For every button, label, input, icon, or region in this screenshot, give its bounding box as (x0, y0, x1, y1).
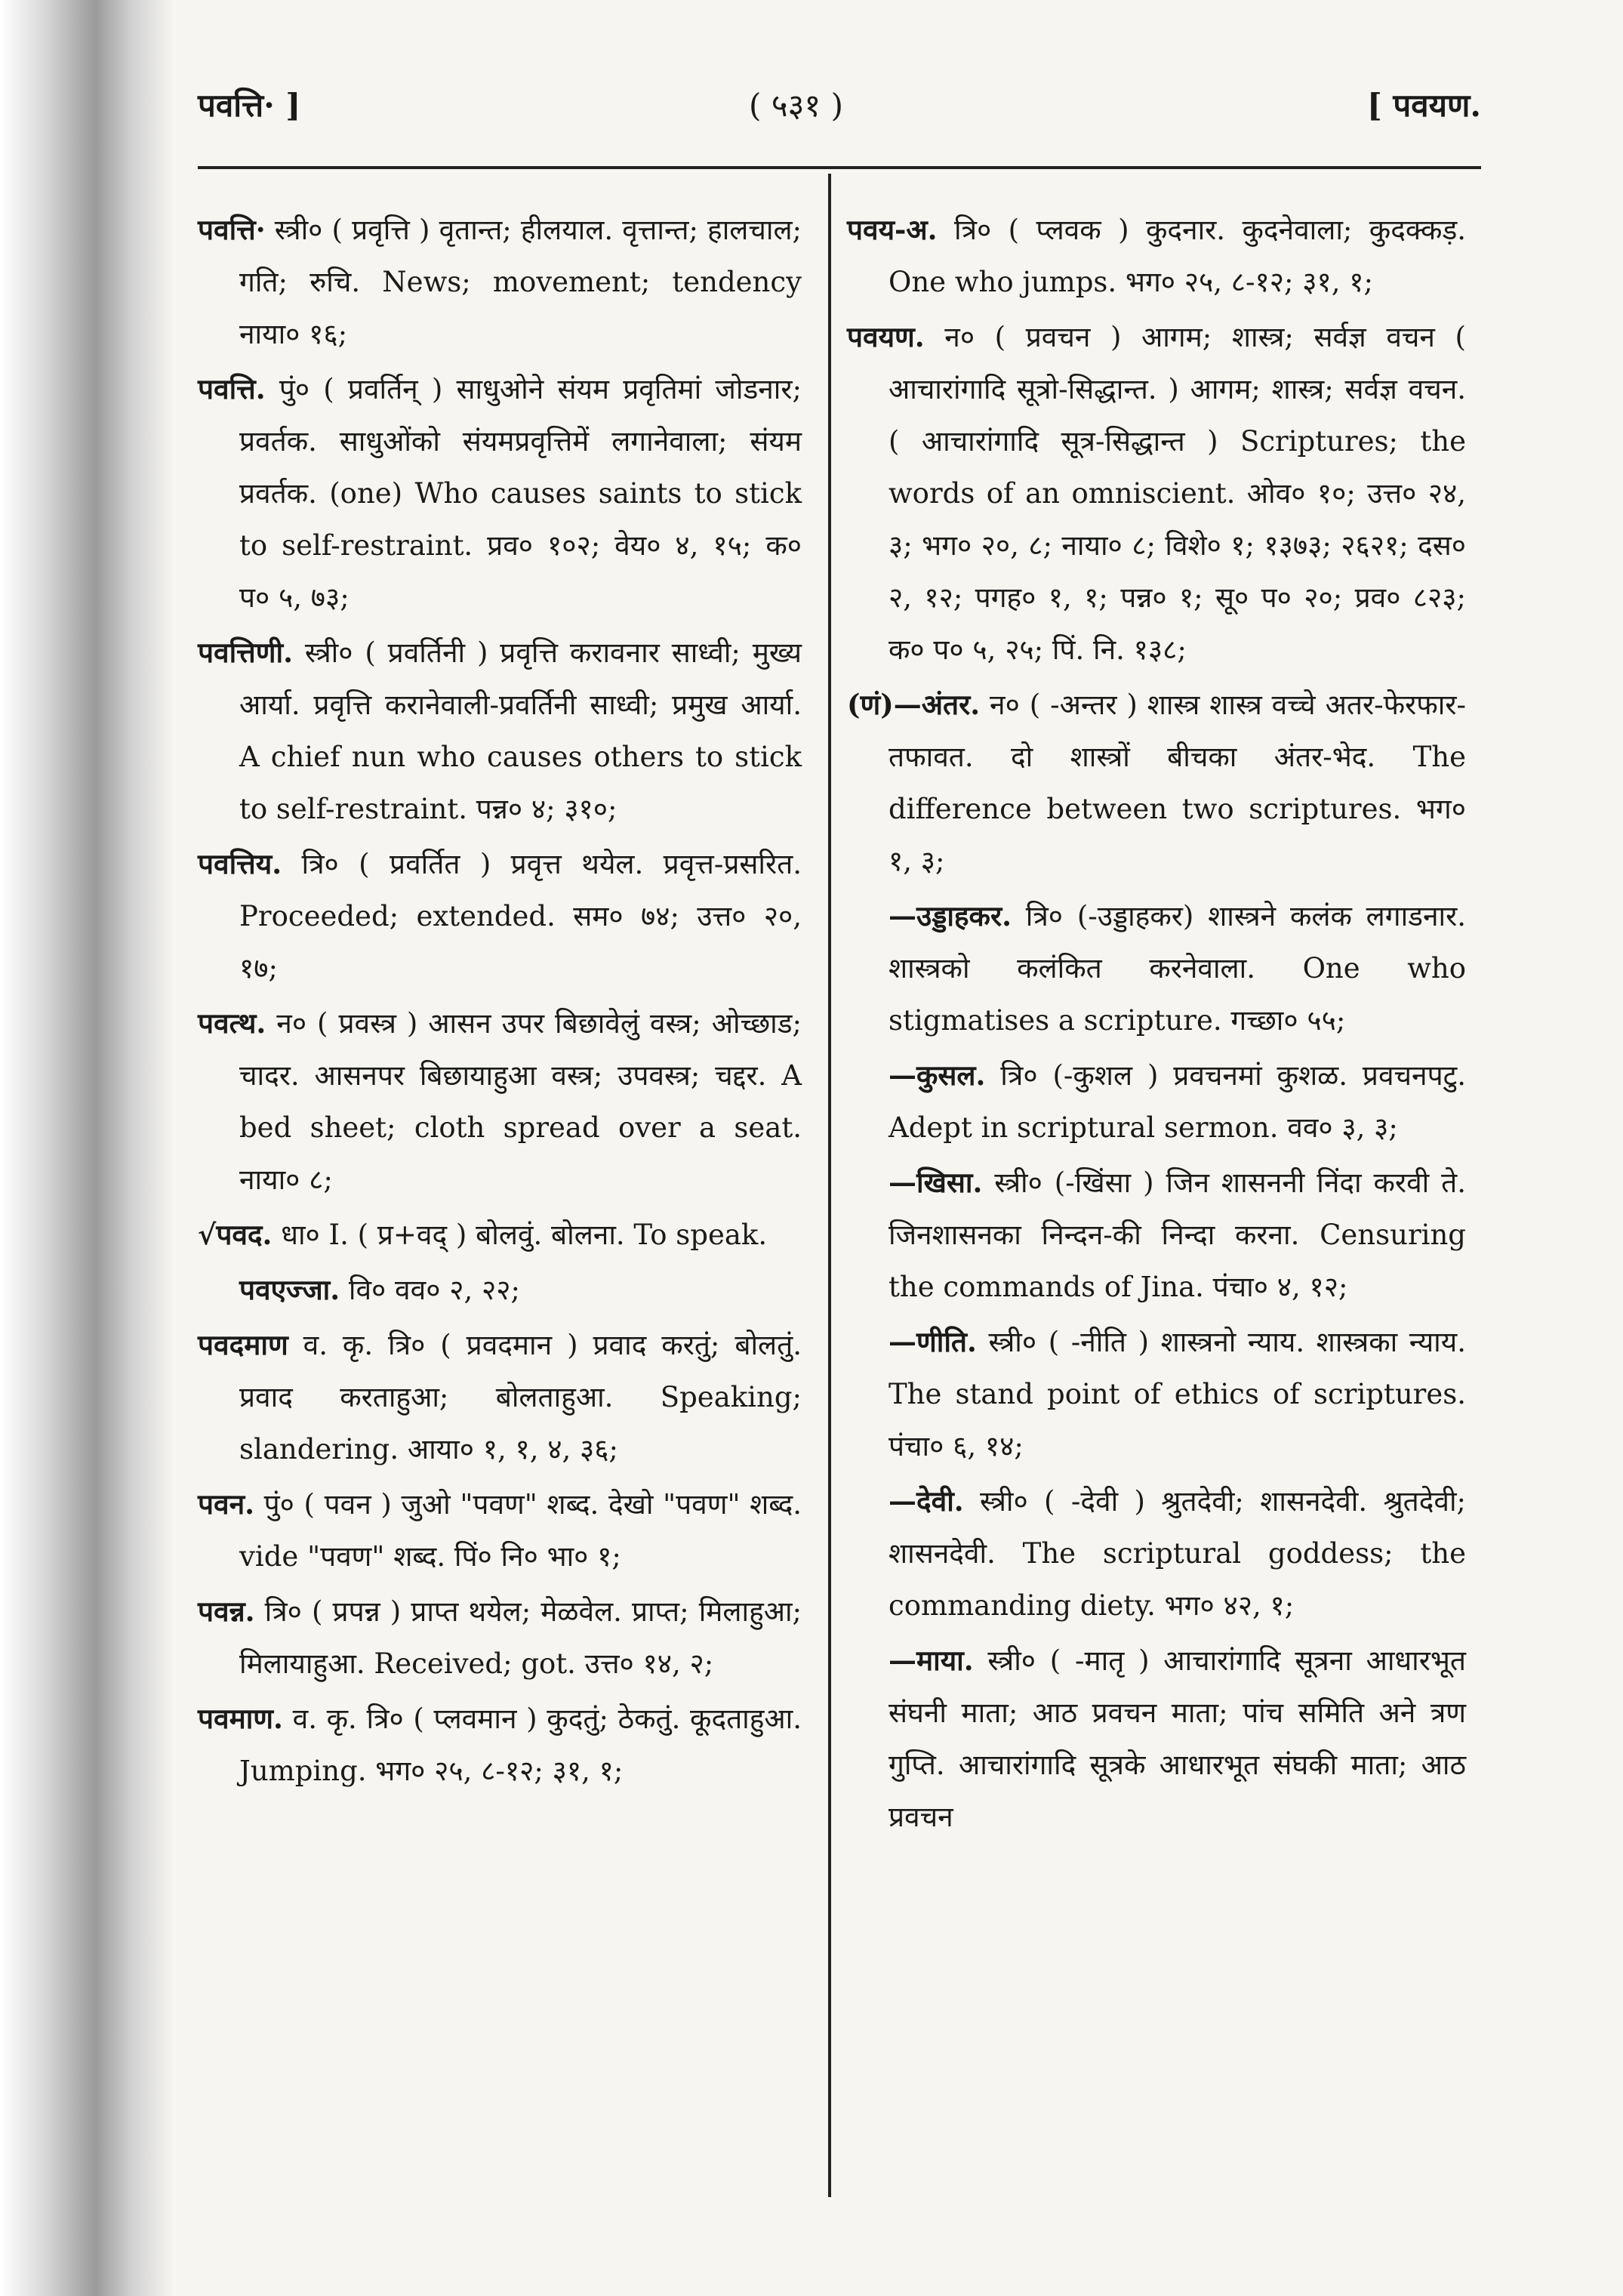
headword: (णं)—अंतर. (847, 688, 981, 721)
headword: पवत्ति. (198, 372, 266, 405)
headword: पवत्तिय. (198, 847, 282, 880)
entry (847, 679, 1466, 887)
definition: स्त्री० ( प्रवृत्ति ) वृतान्त; हीलयाल. वृत्तान्त; हालचाल; गति; रुचि. News; movement; tendency नाया० १६; (239, 214, 802, 350)
header-first-word: पवत्ति· ] (198, 87, 301, 124)
definition: स्त्री० ( -मातृ ) आचारांगादि सूत्रना आधारभूत संघनी माता; आठ प्रवचन माता; पांच समिति अने त्रण गुप्ति. आचारांगादि सूत्रके आधारभूत संघकी माता; आठ प्रवचन (888, 1644, 1466, 1833)
header-rule (198, 166, 1481, 169)
headword: पवमाण. (198, 1702, 283, 1735)
headword: पवत्थ. (198, 1006, 266, 1040)
definition: त्रि० ( प्रपन्न ) प्राप्त थयेल; मेळवेल. प्राप्त; मिलाहुआ; मिलायाहुआ. Received; got. उत्त० १४, २; (239, 1595, 802, 1680)
column-divider (828, 174, 831, 2197)
headword: पवयण. (847, 320, 925, 353)
definition: स्त्री० ( -देवी ) श्रुतदेवी; शासनदेवी. श्रुतदेवी; शासनदेवी. The scriptural goddess; the commanding diety. भग० ४२, १; (888, 1485, 1466, 1622)
sub-entry (847, 1157, 1466, 1313)
entry (198, 838, 802, 994)
sub-entry (847, 1635, 1466, 1843)
left-column (198, 204, 802, 1800)
headword: —उड्डाहकर. (888, 899, 1012, 932)
entry (198, 997, 802, 1206)
definition: स्त्री० ( -नीति ) शास्त्रनो न्याय. शास्त्रका न्याय. The stand point of ethics of scriptures. पंचा० ६, १४; (888, 1326, 1466, 1462)
entry (198, 1209, 802, 1261)
headword: —खिसा. (888, 1166, 983, 1199)
definition: त्रि० (-उड्डाहकर) शास्त्रने कलंक लगाडनार. शास्त्रको कलंकित करनेवाला. One who stigmatises a scripture. गच्छा० ५५; (888, 900, 1466, 1037)
sub-entry (847, 1475, 1466, 1632)
headword: √पवद. (198, 1218, 273, 1251)
definition: त्रि० ( प्लवक ) कुदनार. कुदनेवाला; कुदक्कड़. One who jumps. भग० २५, ८-१२; ३१, १; (888, 214, 1466, 298)
definition: वि० वव० २, २२; (340, 1274, 520, 1306)
page-binding-shadow (0, 0, 174, 2296)
headword: पवय-अ. (847, 213, 938, 246)
entry (847, 311, 1466, 676)
sub-entry (198, 1264, 802, 1316)
sub-entry (847, 1049, 1466, 1154)
dictionary-page (198, 53, 1481, 2242)
header-last-word: [ पवयण. (1366, 87, 1481, 124)
definition: त्रि० ( प्रवर्तित ) प्रवृत्त थयेल. प्रवृत्त-प्रसरित. Proceeded; extended. सम० ७४; उत्त० २०, १७; (239, 848, 802, 985)
entry (198, 1478, 802, 1583)
headword: पवएज्जा. (239, 1273, 340, 1306)
page-number: ( ५३१ ) (749, 87, 843, 124)
entry (198, 363, 802, 624)
headword: पवत्ति· (198, 213, 266, 246)
entry (198, 1693, 802, 1797)
sub-entry (847, 1316, 1466, 1472)
definition: धा० I. ( प्र+वद् ) बोलवुं. बोलना. To speak. (272, 1219, 768, 1251)
entry (198, 627, 802, 835)
headword: पवन. (198, 1487, 255, 1521)
definition: स्त्री० ( प्रवर्तिनी ) प्रवृत्ति करावनार साध्वी; मुख्य आर्या. प्रवृत्ति करानेवाली-प्रवर्तिनी साध्वी; प्रमुख आर्या. A chief nun who causes others to stick to self-restraint. पन्न० ४; ३१०; (239, 636, 802, 825)
headword: —कुसल. (888, 1059, 986, 1092)
entry (198, 204, 802, 360)
entry (847, 204, 1466, 308)
right-column (847, 204, 1466, 1846)
definition: त्रि० (-कुशल ) प्रवचनमां कुशळ. प्रवचनपटु. Adept in scriptural sermon. वव० ३, ३; (888, 1059, 1466, 1144)
definition: स्त्री० (-खिंसा ) जिन शासननी निंदा करवी ते. जिनशासनका निन्दन-की निन्दा करना. Censuring the commands of Jina. पंचा० ४, १२; (888, 1166, 1466, 1303)
definition: व. कृ. त्रि० ( प्रवदमान ) प्रवाद करतुं; बोलतुं. प्रवाद करताहुआ; बोलताहुआ. Speaking; slandering. आया० १, १, ४, ३६; (239, 1329, 802, 1465)
definition: पुं० ( पवन ) जुओ "पवण" शब्द. देखो "पवण" शब्द. vide "पवण" शब्द. पिं० नि० भा० १; (239, 1488, 802, 1573)
headword: —देवी. (888, 1484, 964, 1518)
entry (198, 1319, 802, 1475)
entry (198, 1586, 802, 1690)
definition: न० ( प्रवस्त्र ) आसन उपर बिछावेलुं वस्त्र; ओच्छाड; चादर. आसनपर बिछायाहुआ वस्त्र; उपवस्त्र; चद्दर. A bed sheet; cloth spread over a seat. नाया० ८; (239, 1007, 802, 1196)
headword: पवदमाण (198, 1328, 288, 1361)
headword: —णीति. (888, 1325, 977, 1358)
definition: न० ( प्रवचन ) आगम; शास्त्र; सर्वज्ञ वचन ( आचारांगादि सूत्रो-सिद्धान्त. ) आगम; शास्त्र; सर्वज्ञ वचन. ( आचारांगादि सूत्र-सिद्धान्त ) Scriptures; the words of an omniscient. ओव० १०; उत्त० २४, ३; भग० २०, ८; नाया० ८; विशे० १; १३७३; २६२१; दस० २, १२; पगह० १, १; पन्न० १; सू० प० २०; प्रव० ८२३; क० प० ५, २५; पिं. नि. १३८; (888, 321, 1466, 666)
definition: न० ( -अन्तर ) शास्त्र शास्त्र वच्चे अतर-फेरफार-तफावत. दो शास्त्रों बीचका अंतर-भेद. The difference between two scriptures. भग० १, ३; (888, 689, 1466, 877)
headword: पवन्न. (198, 1595, 255, 1628)
page-header (198, 83, 1481, 143)
definition: पुं० ( प्रवर्तिन् ) साधुओने संयम प्रवृतिमां जोडनार; प्रवर्तक. साधुओंको संयमप्रवृत्तिमें लगानेवाला; संयम प्रवर्तक. (one) Who causes saints to stick to self-restraint. प्रव० १०२; वेय० ४, १५; क० प० ५, ७३; (239, 373, 802, 614)
definition: व. कृ. त्रि० ( प्लवमान ) कुदतुं; ठेकतुं. कूदताहुआ. Jumping. भग० २५, ८-१२; ३१, १; (239, 1703, 802, 1787)
sub-entry (847, 890, 1466, 1046)
headword: —माया. (888, 1644, 974, 1677)
headword: पवत्तिणी. (198, 636, 293, 669)
